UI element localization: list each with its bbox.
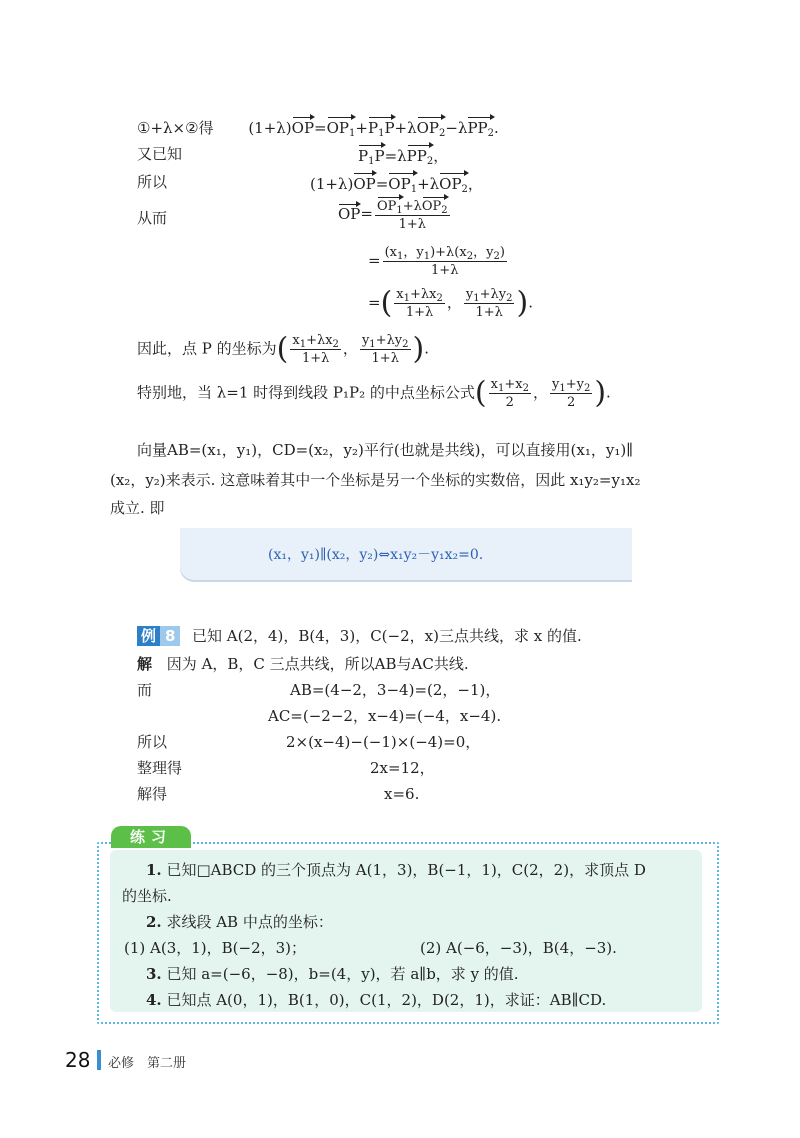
example-tag-label: 例 <box>137 626 160 646</box>
parallel-line-1: 向量AB=(x₁，y₁)，CD=(x₂，y₂)平行(也就是共线)，可以直接用(x₁，y₁)∥ <box>137 441 634 459</box>
derivation-line-4 <box>137 208 167 228</box>
solution-intro: 因为 A，B，C 三点共线，所以AB与AC共线. <box>166 655 469 673</box>
practice-item-2-text: 求线段 AB 中点的坐标： <box>166 913 333 931</box>
derivation-line-2 <box>137 144 182 164</box>
derivation-expr-2: $P_1P=\lambda PP_2$， <box>358 144 448 166</box>
special-text: 特别地，当 λ=1 时得到线段 P₁P₂ 的中点坐标公式 <box>137 383 475 402</box>
practice-item-1 <box>146 860 646 880</box>
example-question: 已知 A(2，4)，B(4，3)，C(−2，x)三点共线，求 x 的值. <box>192 627 582 645</box>
practice-item-2-sub-a: (1) A(3，1)，B(−2，3)； <box>124 939 307 957</box>
practice-item-3-text: 已知 a=(−6，−8)，b=(4，y)，若 a∥b，求 y 的值. <box>166 965 519 983</box>
parallel-line-2: (x₂，y₂)来表示. 这意味着其中一个坐标是另一个坐标的实数倍，因此 x₁y₂=y₁x₂ <box>110 471 641 489</box>
solution-label: 解 <box>137 655 153 673</box>
practice-item-1-number: 1. <box>146 861 162 879</box>
page-number-bar <box>97 1050 101 1070</box>
derivation-expr-6: =( $\frac{x_1+\lambda x_2}{1+\lambda}$ ， $\frac{y_1+\lambda y_2}{1+\lambda}$ ). <box>368 285 533 321</box>
practice-item-4-number: 4. <box>146 991 162 1009</box>
practice-tab: 练习 <box>111 826 191 848</box>
derivation-expr-3: $(1+\lambda)OP=OP_1+\lambda OP_2$， <box>310 172 483 194</box>
practice-item-2-number: 2. <box>146 913 162 931</box>
derivation-label-1: ①+λ×②得 <box>137 119 214 137</box>
practice-item-2 <box>146 912 333 932</box>
conclusion-line: 因此，点 P 的坐标为( $\frac{x_1+\lambda x_2}{1+\lambda}$ ， $\frac{y_1+\lambda y_2}{1+\lambda}$ ). <box>137 331 430 367</box>
practice-item-1-cont: 的坐标. <box>122 887 172 905</box>
example-tag <box>137 626 180 646</box>
derivation-expr-4: OP= $\frac{OP_1+\lambda OP_2}{1+\lambda}$ <box>338 196 452 233</box>
book-label: 必修 第二册 <box>108 1056 187 1071</box>
solution-row-3-expr: 2×(x−4)−(−1)×(−4)=0， <box>286 733 481 751</box>
page-number: 28 <box>65 1048 91 1072</box>
solution-row-4-label: 整理得 <box>137 759 183 777</box>
solution-row-1-label: 而 <box>137 681 153 699</box>
parallel-line-3: 成立. 即 <box>110 499 165 517</box>
practice-item-2-sub-b: (2) A(−6，−3)，B(4，−3). <box>420 939 617 957</box>
solution-row-3-label: 所以 <box>137 733 168 751</box>
practice-item-3-number: 3. <box>146 965 162 983</box>
special-line: 特别地，当 λ=1 时得到线段 P₁P₂ 的中点坐标公式( $\frac{x_1+x_2}{2}$ ， $\frac{y_1+y_2}{2}$ ). <box>137 375 611 411</box>
solution-row-2-expr: AC=(−2−2，x−4)=(−4，x−4). <box>268 707 502 725</box>
practice-item-1-text: 已知□ABCD 的三个顶点为 A(1，3)，B(−1，1)，C(2，2)，求顶点 D <box>166 861 646 879</box>
solution-row-5-label: 解得 <box>137 785 168 803</box>
solution-row-4-expr: 2x=12， <box>370 759 435 777</box>
derivation-line-1 <box>137 116 499 138</box>
practice-item-3 <box>146 964 519 984</box>
derivation-label-2: 又已知 <box>137 145 183 163</box>
practice-item-4-text: 已知点 A(0，1)，B(1，0)，C(1，2)，D(2，1)，求证：AB∥CD. <box>166 991 607 1009</box>
practice-item-4 <box>146 990 606 1010</box>
solution-line <box>137 654 469 674</box>
conclusion-text: 因此，点 P 的坐标为 <box>137 339 277 358</box>
derivation-label-4: 从而 <box>137 209 168 227</box>
derivation-expr-1: $(1+\lambda)OP=OP_1+P_1P+\lambda OP_2-\lambda PP_2$. <box>248 119 498 137</box>
derivation-line-3 <box>137 172 167 192</box>
example-tag-number: 8 <box>160 626 180 646</box>
solution-row-5-expr: x=6. <box>384 785 420 803</box>
solution-row-1-expr: AB=(4−2，3−4)=(2，−1)， <box>290 681 501 699</box>
parallel-formula: (x₁，y₁)∥(x₂，y₂)⇔x₁y₂－y₁x₂=0. <box>268 547 484 563</box>
derivation-label-3: 所以 <box>137 173 168 191</box>
derivation-expr-5: = $\frac{(x_1,y_1)+\lambda(x_2,y_2)}{1+\lambda}$ <box>368 245 505 278</box>
